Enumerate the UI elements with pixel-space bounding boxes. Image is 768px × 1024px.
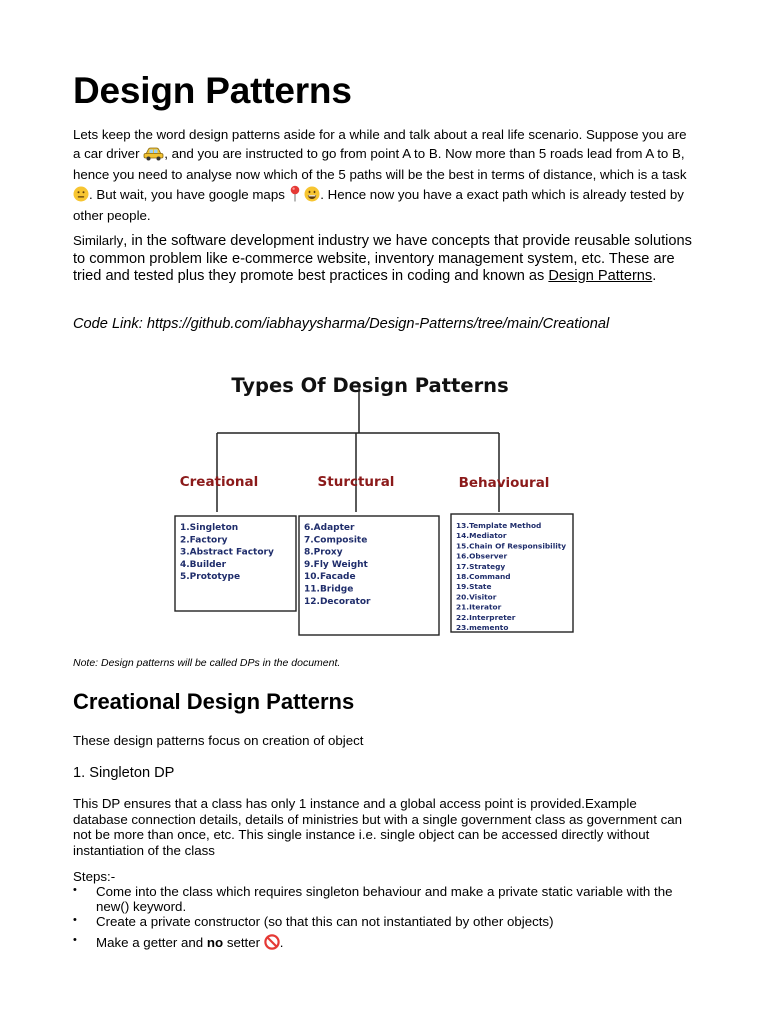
similarly-paragraph [73, 232, 695, 286]
step3-c: setter [223, 935, 264, 950]
bullet: • [73, 914, 77, 926]
diagram-title: Types Of Design Patterns [231, 374, 509, 397]
intro-paragraph [73, 126, 695, 226]
page-title: Design Patterns [73, 70, 352, 111]
diagram-connectors [217, 387, 499, 512]
intro-text-2: , and you are instructed to go from point A to B. Now more than 5 roads lead from A to B, hence you need to analyse now which of the 5 paths will be the best in terms of distance, which is a task [73, 145, 687, 182]
pattern-item: 2.Factory [180, 535, 228, 546]
pattern-item: 4.Builder [180, 559, 227, 570]
no-entry-icon [264, 934, 280, 953]
category-label-sturctural: Sturctural [317, 474, 395, 490]
pattern-item: 23.memento [456, 623, 509, 632]
category-label-creational: Creational [179, 474, 259, 490]
neutral-face-icon [73, 186, 89, 208]
singleton-description: This DP ensures that a class has only 1 instance and a global access point is provided.Example database connection details, details of ministries but with a single government class as government can not be more than once, etc. This single instance i.e. single object can be accessed directly without instantiation of the class [73, 796, 683, 858]
pattern-item: 11.Bridge [304, 584, 354, 595]
diagram-columns [175, 474, 573, 635]
step-text-1: Come into the class which requires singleton behaviour and make a private static variable with the new() keyword. [96, 884, 673, 914]
pattern-item: 17.Strategy [456, 561, 506, 571]
bullet: • [73, 884, 77, 896]
pattern-item: 9.Fly Weight [304, 559, 368, 570]
section-title: Creational Design Patterns [73, 689, 355, 714]
pattern-item: 14.Mediator [456, 531, 507, 541]
intro-text-4: . Hence now you have a exact path which is already tested by other people. [73, 186, 684, 223]
pattern-item: 22.Interpreter [456, 612, 516, 622]
step-text-2: Create a private constructor (so that this can not instantiated by other objects) [96, 914, 554, 929]
pattern-item: 20.Visitor [456, 592, 497, 602]
pattern-item: 6.Adapter [304, 523, 355, 533]
similarly-body: , in the software development industry we have concepts that provide reusable solutions to common problem like e-commerce website, inventory management system, etc. These are tried and tested plus they promote best practices in coding and known as [73, 233, 692, 284]
pattern-item: 13.Template Method [456, 521, 542, 530]
pattern-item: 10.Facade [304, 572, 356, 583]
similarly-end: . [652, 268, 657, 284]
code-link[interactable]: Code Link: https://github.com/iabhayysharma/Design-Patterns/tree/main/Creational [73, 316, 610, 332]
category-label-behavioural: Behavioural [458, 475, 550, 491]
pattern-item: 8.Proxy [304, 547, 343, 558]
pattern-item: 7.Composite [304, 535, 368, 546]
pattern-item: 3.Abstract Factory [180, 547, 274, 558]
step-text-3: Make a getter and no setter . [96, 934, 706, 953]
steps-label: Steps:- [73, 869, 116, 884]
section-intro: These design patterns focus on creation of object [73, 733, 364, 748]
design-patterns-link[interactable]: Design Patterns [548, 268, 653, 284]
grinning-face-icon [304, 186, 320, 208]
note-text: Note: Design patterns will be called DPs in the document. [73, 657, 341, 669]
pattern-item: 16.Observer [456, 551, 508, 561]
pattern-item: 15.Chain Of Responsibility [456, 541, 567, 551]
bullet: • [73, 934, 77, 946]
step3-no: no [206, 935, 224, 950]
pattern-item: 5.Prototype [180, 572, 241, 583]
map-pin-icon [289, 185, 301, 208]
pattern-item: 19.State [456, 582, 492, 592]
singleton-title: 1. Singleton DP [73, 765, 175, 781]
pattern-item: 18.Command [456, 572, 511, 581]
pattern-item: 1.Singleton [180, 523, 239, 533]
pattern-item: 12.Decorator [304, 596, 371, 607]
pattern-item: 21.Iterator [456, 602, 502, 612]
car-icon [143, 146, 164, 167]
similarly-lead: Similarly [73, 233, 124, 248]
intro-text-3: . But wait, you have google maps [89, 186, 289, 202]
step3-a: Make a getter and [96, 935, 207, 950]
intro-text-1: Lets keep the word design patterns aside for a while and talk about a real life scenario. Suppose you are a car driver [73, 127, 687, 161]
design-patterns-diagram [160, 365, 580, 645]
